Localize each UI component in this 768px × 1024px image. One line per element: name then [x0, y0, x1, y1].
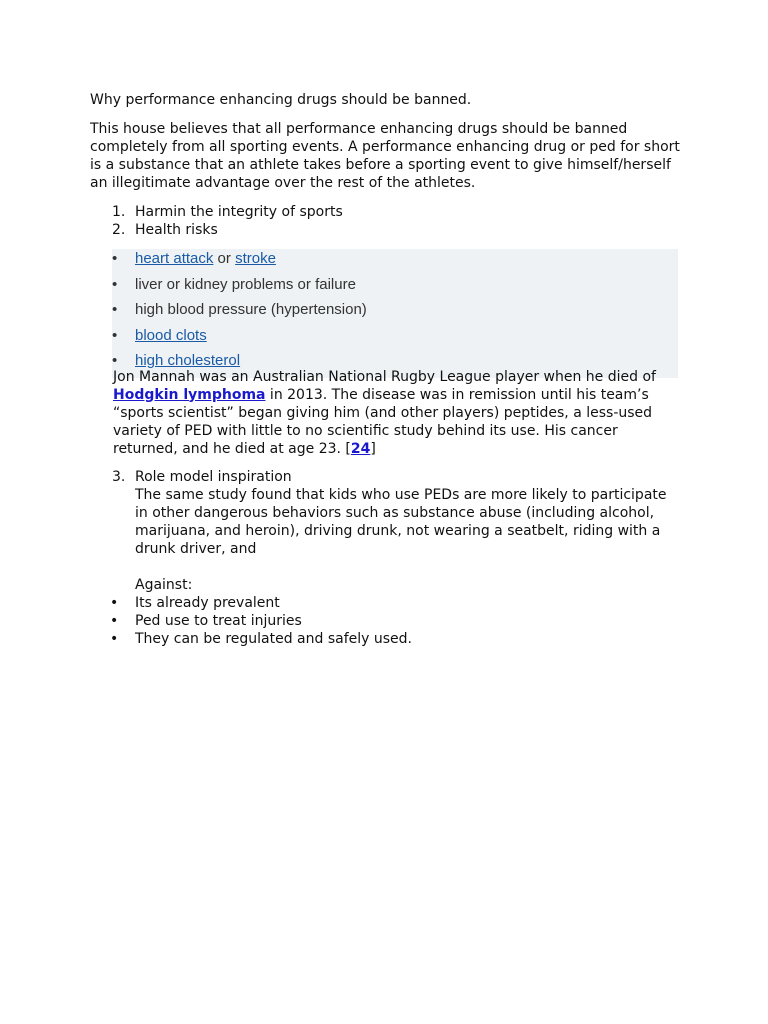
list-item: [112, 327, 678, 353]
bullet-icon: •: [112, 301, 118, 318]
list-item: [112, 301, 678, 327]
story-text: Jon Mannah was an Australian National Rugby League player when he died of: [113, 368, 656, 385]
list-item: [90, 221, 682, 239]
points-list: [90, 203, 682, 239]
list-item-text: Its already prevalent: [135, 594, 280, 611]
against-list: [90, 594, 682, 648]
point-three-body: The same study found that kids who use PEDs are more likely to participate in other dangerous behaviors such as substance abuse (including alcohol, marijuana, and heroin), driving drunk, not wearing a seatbelt, riding with a drunk driver, and: [135, 486, 667, 557]
point-three-list: [90, 468, 682, 594]
bullet-icon: •: [112, 326, 118, 344]
list-item: [90, 630, 682, 648]
list-item-text: Health risks: [135, 222, 218, 238]
blood-clots-link[interactable]: blood clots: [135, 326, 207, 344]
list-item-text: liver or kidney problems or failure: [135, 275, 356, 293]
or-text: or: [213, 250, 236, 267]
intro-paragraph: This house believes that all performance enhancing drugs should be banned completely from all sporting events. A performance enhancing drug or ped for short is a substance that an athlete takes before a sporting event to give himself/herself an illegitimate advantage over the rest of the athletes.: [90, 121, 680, 191]
list-item: [90, 612, 682, 630]
story-text: ]: [370, 440, 376, 457]
reference-link[interactable]: 24: [350, 440, 371, 457]
stroke-link[interactable]: stroke: [235, 250, 276, 267]
list-item: [112, 352, 678, 378]
heart-attack-link[interactable]: heart attack: [135, 250, 214, 267]
list-number: 3.: [112, 468, 126, 485]
hodgkin-lymphoma-link[interactable]: Hodgkin lymphoma: [113, 386, 266, 403]
list-item: [90, 203, 682, 221]
document-title: Why performance enhancing drugs should be banned.: [90, 92, 472, 108]
bullet-icon: •: [110, 612, 119, 629]
bullet-icon: •: [112, 250, 118, 267]
list-item-text: They can be regulated and safely used.: [135, 630, 412, 647]
list-item: [90, 468, 682, 594]
bullet-icon: •: [112, 352, 118, 369]
bullet-icon: •: [110, 630, 119, 647]
health-risks-list: [112, 250, 678, 378]
list-number: 2.: [112, 222, 126, 238]
list-item: [112, 276, 678, 302]
story-text: in 2013. The disease was in remission until his team’s “sports scientist” began giving him (and other players) peptides, a less-used variety of PED with little to no scientific study behind its use. His cancer returned, and he died at age 23. [: [113, 386, 653, 457]
document-page: [90, 91, 682, 648]
story-paragraph: [113, 368, 682, 458]
list-item-text: Ped use to treat injuries: [135, 612, 302, 629]
blank-line: [135, 558, 682, 576]
against-heading: Against:: [135, 576, 193, 593]
bullet-icon: •: [112, 275, 118, 293]
list-item: [112, 250, 678, 276]
list-item: [90, 594, 682, 612]
list-item-text: Harmin the integrity of sports: [135, 204, 343, 220]
list-item-label: Role model inspiration: [135, 468, 292, 485]
list-item-text: high blood pressure (hypertension): [135, 301, 367, 318]
list-number: 1.: [112, 204, 126, 220]
high-cholesterol-link[interactable]: high cholesterol: [135, 352, 241, 369]
health-risks-box: [112, 249, 678, 378]
bullet-icon: •: [110, 594, 119, 611]
